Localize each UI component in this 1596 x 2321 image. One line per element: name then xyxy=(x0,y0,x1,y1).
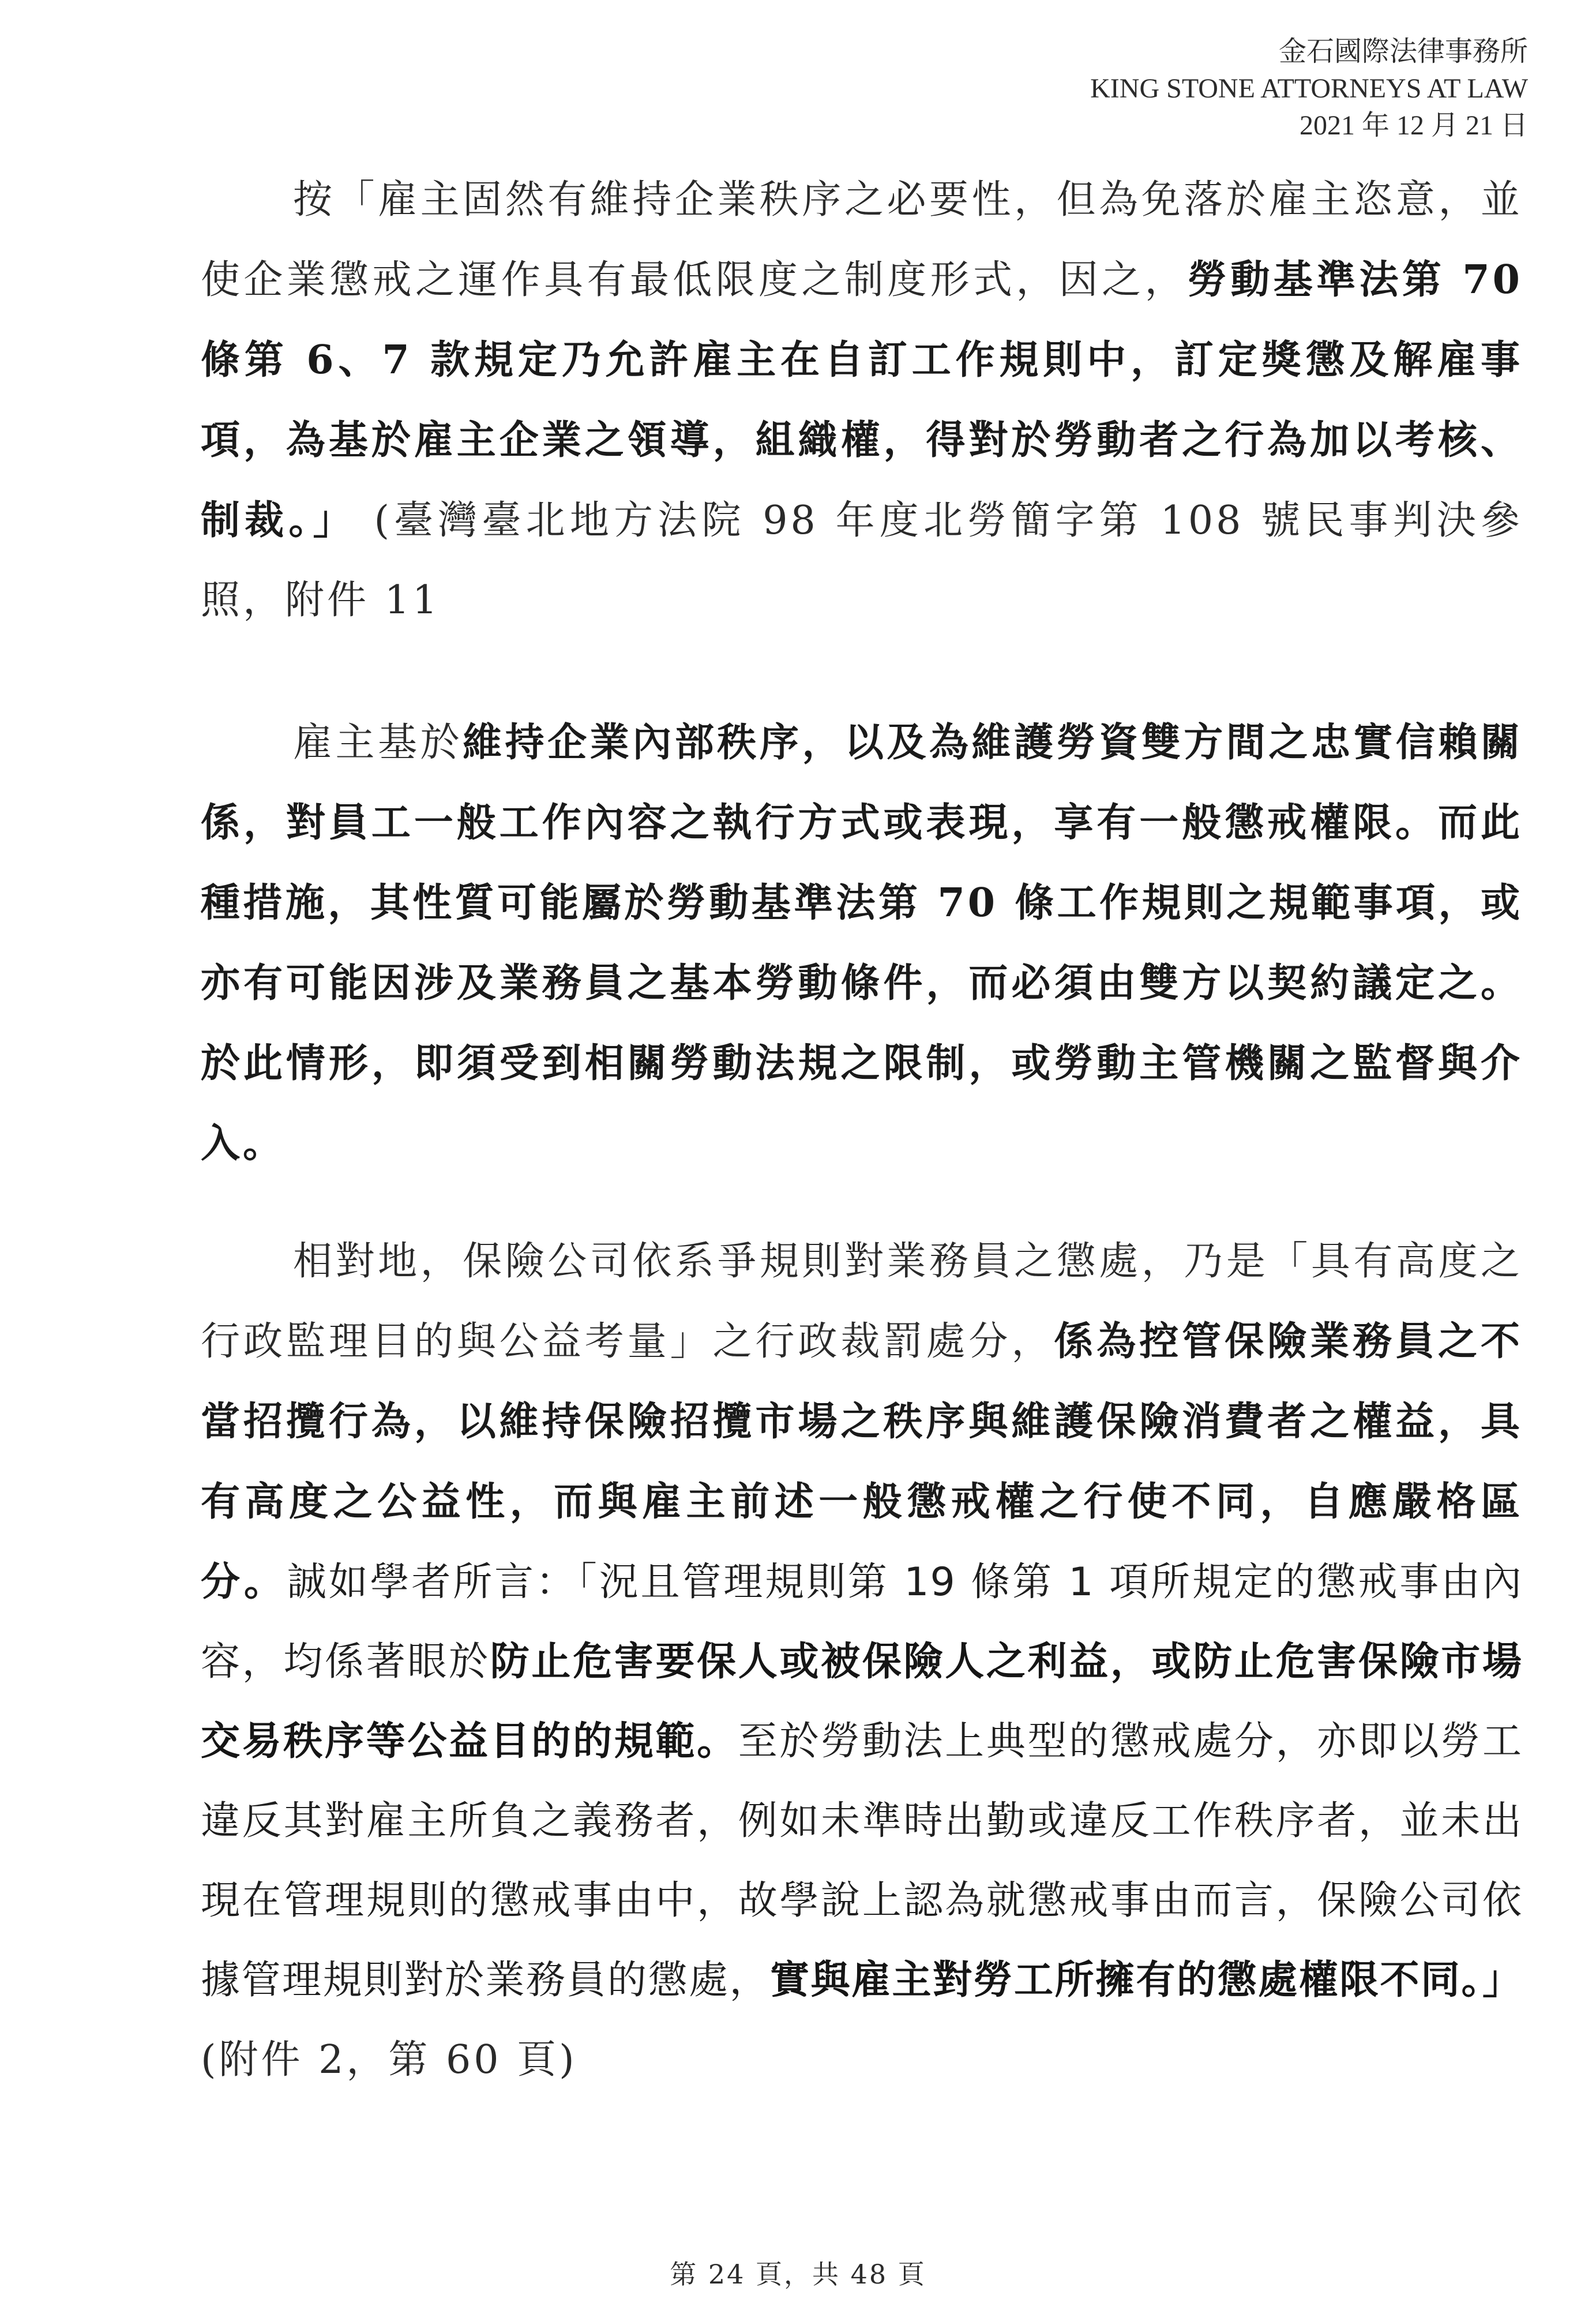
text-segment: 相對地，保險公司依系爭規則對業務員之懲處，乃是「具有高度之行政監理目的與公益考量」之行政裁罰處分， xyxy=(201,1239,1523,1364)
scholar-quotation xyxy=(201,1559,1523,2003)
paragraph-court-judgment-quote xyxy=(201,160,1523,640)
paragraph-insurer-sanction xyxy=(201,1222,1523,2100)
document-date: 2021 年 12 月 21 日 xyxy=(1299,110,1528,141)
paragraph-employer-discipline xyxy=(201,703,1523,1184)
attachment-reference: (附件 2，第 60 頁) xyxy=(201,2037,577,2083)
text-segment: 誠如學者所言：「況且管理規則第 19 條第 1 項所規定的懲戒事由內容，均係著眼於 xyxy=(201,1559,1523,1685)
page-number: 第 24 頁，共 48 頁 xyxy=(670,2259,926,2290)
bold-text-segment: 維持企業內部秩序，以及為維護勞資雙方間之忠實信賴關係，對員工一般工作內容之執行方式或表現，享有一般懲戒權限。而此種措施，其性質可能屬於勞動基準法第 70 條工作規則之規範事項，或亦有可能因涉及業務員之基本勞動條件，而必須由雙方以契約議定之。於此情形，即須受到相關勞動法規之限制，或勞動主管機關之監督與介入。 xyxy=(201,719,1523,1167)
bold-text-segment: 實與雇主對勞工所擁有的懲處權限不同。」 xyxy=(770,1958,1523,2003)
bold-text-segment: 係為控管保險業務員之不當招攬行為，以維持保險招攬市場之秩序與維護保險消費者之權益，具有高度之公益性，而與雇主前述一般懲戒權之行使不同，自應嚴格區分。 xyxy=(201,1318,1523,1605)
firm-name-english: KING STONE ATTORNEYS AT LAW xyxy=(1090,73,1528,104)
text-segment: 雇主基於 xyxy=(293,720,463,766)
bold-text-segment: 勞動基準法第 70 條第 6、7 款規定乃允許雇主在自訂工作規則中，訂定獎懲及解雇事項，為基於雇主企業之領導，組織權，得對於勞動者之行為加以考核、制裁。」 xyxy=(201,257,1523,543)
text-segment: 按「雇主固然有維持企業秩序之必要性，但為免落於雇主恣意，並使企業懲戒之運作具有最低限度之制度形式，因之， xyxy=(201,177,1523,303)
text-segment: 至於勞動法上典型的懲戒處分，亦即以勞工違反其對雇主所負之義務者，例如未準時出勤或違反工作秩序者，並未出現在管理規則的懲戒事由中，故學說上認為就懲戒事由而言，保險公司依據管理規則對於業務員的懲處， xyxy=(201,1719,1523,2003)
firm-name-chinese: 金石國際法律事務所 xyxy=(1278,36,1528,67)
letterhead xyxy=(1090,33,1528,144)
text-segment: (臺灣臺北地方法院 98 年度北勞簡字第 108 號民事判決參照，附件 11 xyxy=(201,498,1523,623)
bold-text-segment: 防止危害要保人或被保險人之利益，或防止危害保險市場交易秩序等公益目的的規範。 xyxy=(201,1639,1523,1764)
